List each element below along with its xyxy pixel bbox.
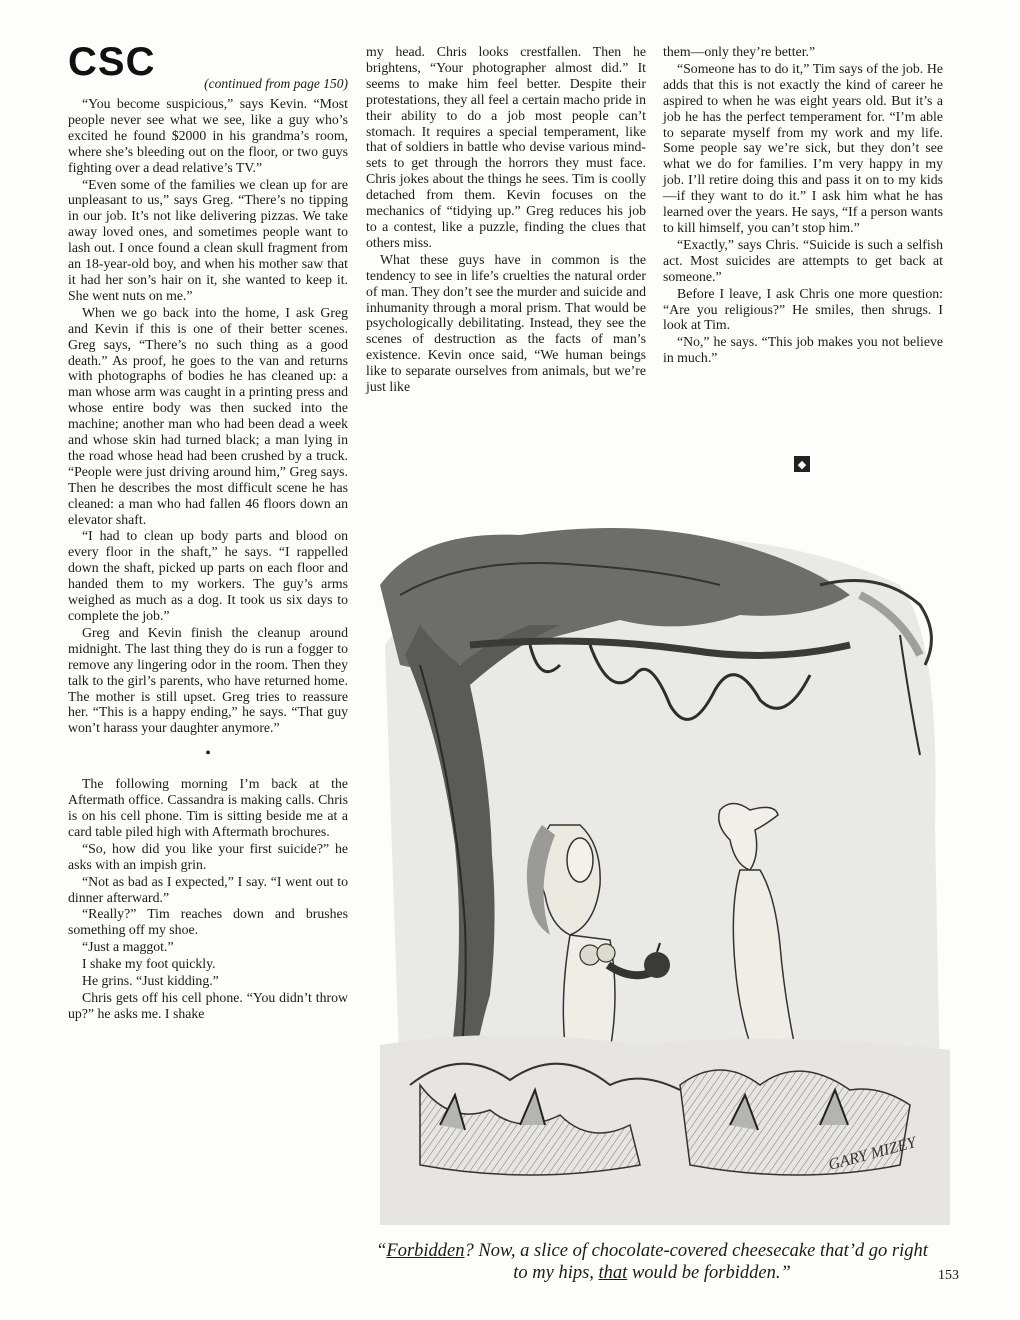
cartoon-caption: “Forbidden? Now, a slice of chocolate-covered cheesecake that’d go right to my hips, that would be forbidden.” (376, 1241, 928, 1283)
article-column-2 (366, 44, 646, 395)
paragraph: “Exactly,” says Chris. “Suicide is such a selfish act. Most suicides are attempts to get back at someone.” (663, 236, 943, 284)
paragraph: “No,” he says. “This job makes you not believe in much.” (663, 334, 943, 366)
paragraph: my head. Chris looks crestfallen. Then he brightens, “Your photographer almost did.” It seems to make him feel better. Despite their protestations, they all feel a certain macho pride in their ability to do a job most people can’t stomach. It requires a special temperament, like that of soldiers in battle who devise various mind-sets to get through the horrors they must face. Chris jokes about the things he sees. Tim is coolly detached from them. Kevin focuses on the mechanics of “tidying up.” Greg reduces his job to a contest, like a puzzle, finding the clues that others miss. (366, 44, 646, 250)
paragraph: “Just a maggot.” (82, 939, 174, 955)
paragraph: “You become suspicious,” says Kevin. “Most people never see what we see, like a guy who’s excited he found $2000 in his grandma’s room, where she’s bleeding out on the floor, or two guys fighting over a dead relative’s TV.” (68, 96, 348, 175)
paragraph: “Not as bad as I expected,” I say. “I went out to dinner afterward.” (68, 873, 348, 905)
paragraph: Greg and Kevin finish the cleanup around midnight. The last thing they do is run a fogger to remove any lingering odor in the room. Then they talk to the girl’s parents, who have returned home. The mother is still upset. Greg tries to reassure her. “This is a happy ending,” he says. “That guy won’t harass your daughter anymore.” (68, 624, 348, 736)
paragraph: The following morning I’m back at the Aftermath office. Cassandra is making calls. Chris is on his cell phone. Tim is sitting beside me at a card table piled high with Aftermath brochures. (68, 776, 348, 839)
paragraph: When we go back into the home, I ask Greg and Kevin if this is one of their better scenes. Greg says, “There’s no such thing as a good death.” As proof, he goes to the van and returns with photographs of bodies he has cleaned up: a man whose arm was caught in a printing press and whose entire body was then sucked into the machine; another man who had been dead a week and whose skin had turned black; a man lying in the road whose head had been crushed by a truck. “People were just driving around him,” Greg says. Then he describes the most difficult scene he has cleaned: a man who had fallen 46 floors down an elevator shaft. (68, 304, 348, 527)
section-heading: CSC (68, 40, 156, 84)
paragraph: “Someone has to do it,” Tim says of the job. He adds that this is not exactly the kind of career he aspired to when he was eight years old. But it’s a job he has the perfect temperament for. “I’m able to separate myself from my work and my life. Some people say we’re sick, but they don’t see what we do for families. I’m very happy in my job. I’ll retire doing this and pass it on to my kids—if they want to do it.” I ask him what he has learned over the years. He says, “If a person wants to kill himself, you can’t stop him.” (663, 60, 943, 235)
paragraph: “Really?” Tim reaches down and brushes something off my shoe. (68, 906, 348, 938)
paragraph: them—only they’re better.” (663, 44, 816, 59)
playboy-bunny-icon: ◆ (794, 456, 810, 472)
paragraph: What these guys have in common is the tendency to see in life’s cruelties the natural order of man. They don’t see the murder and suicide and inhumanity through a moral prism. That would be psychologically debilitating. Instead, they see the scenes of destruction as the facts of man’s existence. Kevin once said, “We human beings like to separate ourselves from animals, but we’re just like (366, 251, 646, 395)
article-column-3 (663, 44, 943, 366)
paragraph: Before I leave, I ask Chris one more question: “Are you religious?” He smiles, then shrugs. I look at Tim. (663, 285, 943, 333)
page-number: 153 (938, 1268, 959, 1283)
section-separator: • (205, 745, 211, 763)
paragraph: Chris gets off his cell phone. “You didn’t throw up?” he asks me. I shake (68, 989, 348, 1021)
paragraph: “I had to clean up body parts and blood on every floor in the shaft,” he says. “I rappelled down the shaft, picked up parts on each floor and handed them to my workers. The guy’s arms weighed as much as a dog. It took us six days to complete the job.” (68, 528, 348, 623)
cartoonist-signature: GARY MIZEY (826, 1134, 918, 1174)
paragraph: “So, how did you like your first suicide?” he asks with an impish grin. (68, 840, 348, 872)
paragraph: He grins. “Just kidding.” (82, 973, 219, 989)
paragraph: I shake my foot quickly. (82, 956, 216, 972)
paragraph: “Even some of the families we clean up for are unpleasant to us,” says Greg. “There’s no tipping in our job. It’s not like delivering pizzas. We take away loved ones, and sometimes people want to lash out. I once found a clean skull fragment from an 18-year-old boy, and when his mother saw that it had her son’s hair on it, she wanted to keep it. She went nuts on me.” (68, 176, 348, 303)
article-column-1 (68, 96, 348, 1022)
continued-note: (continued from page 150) (204, 76, 348, 91)
cartoon-illustration (380, 525, 950, 1225)
